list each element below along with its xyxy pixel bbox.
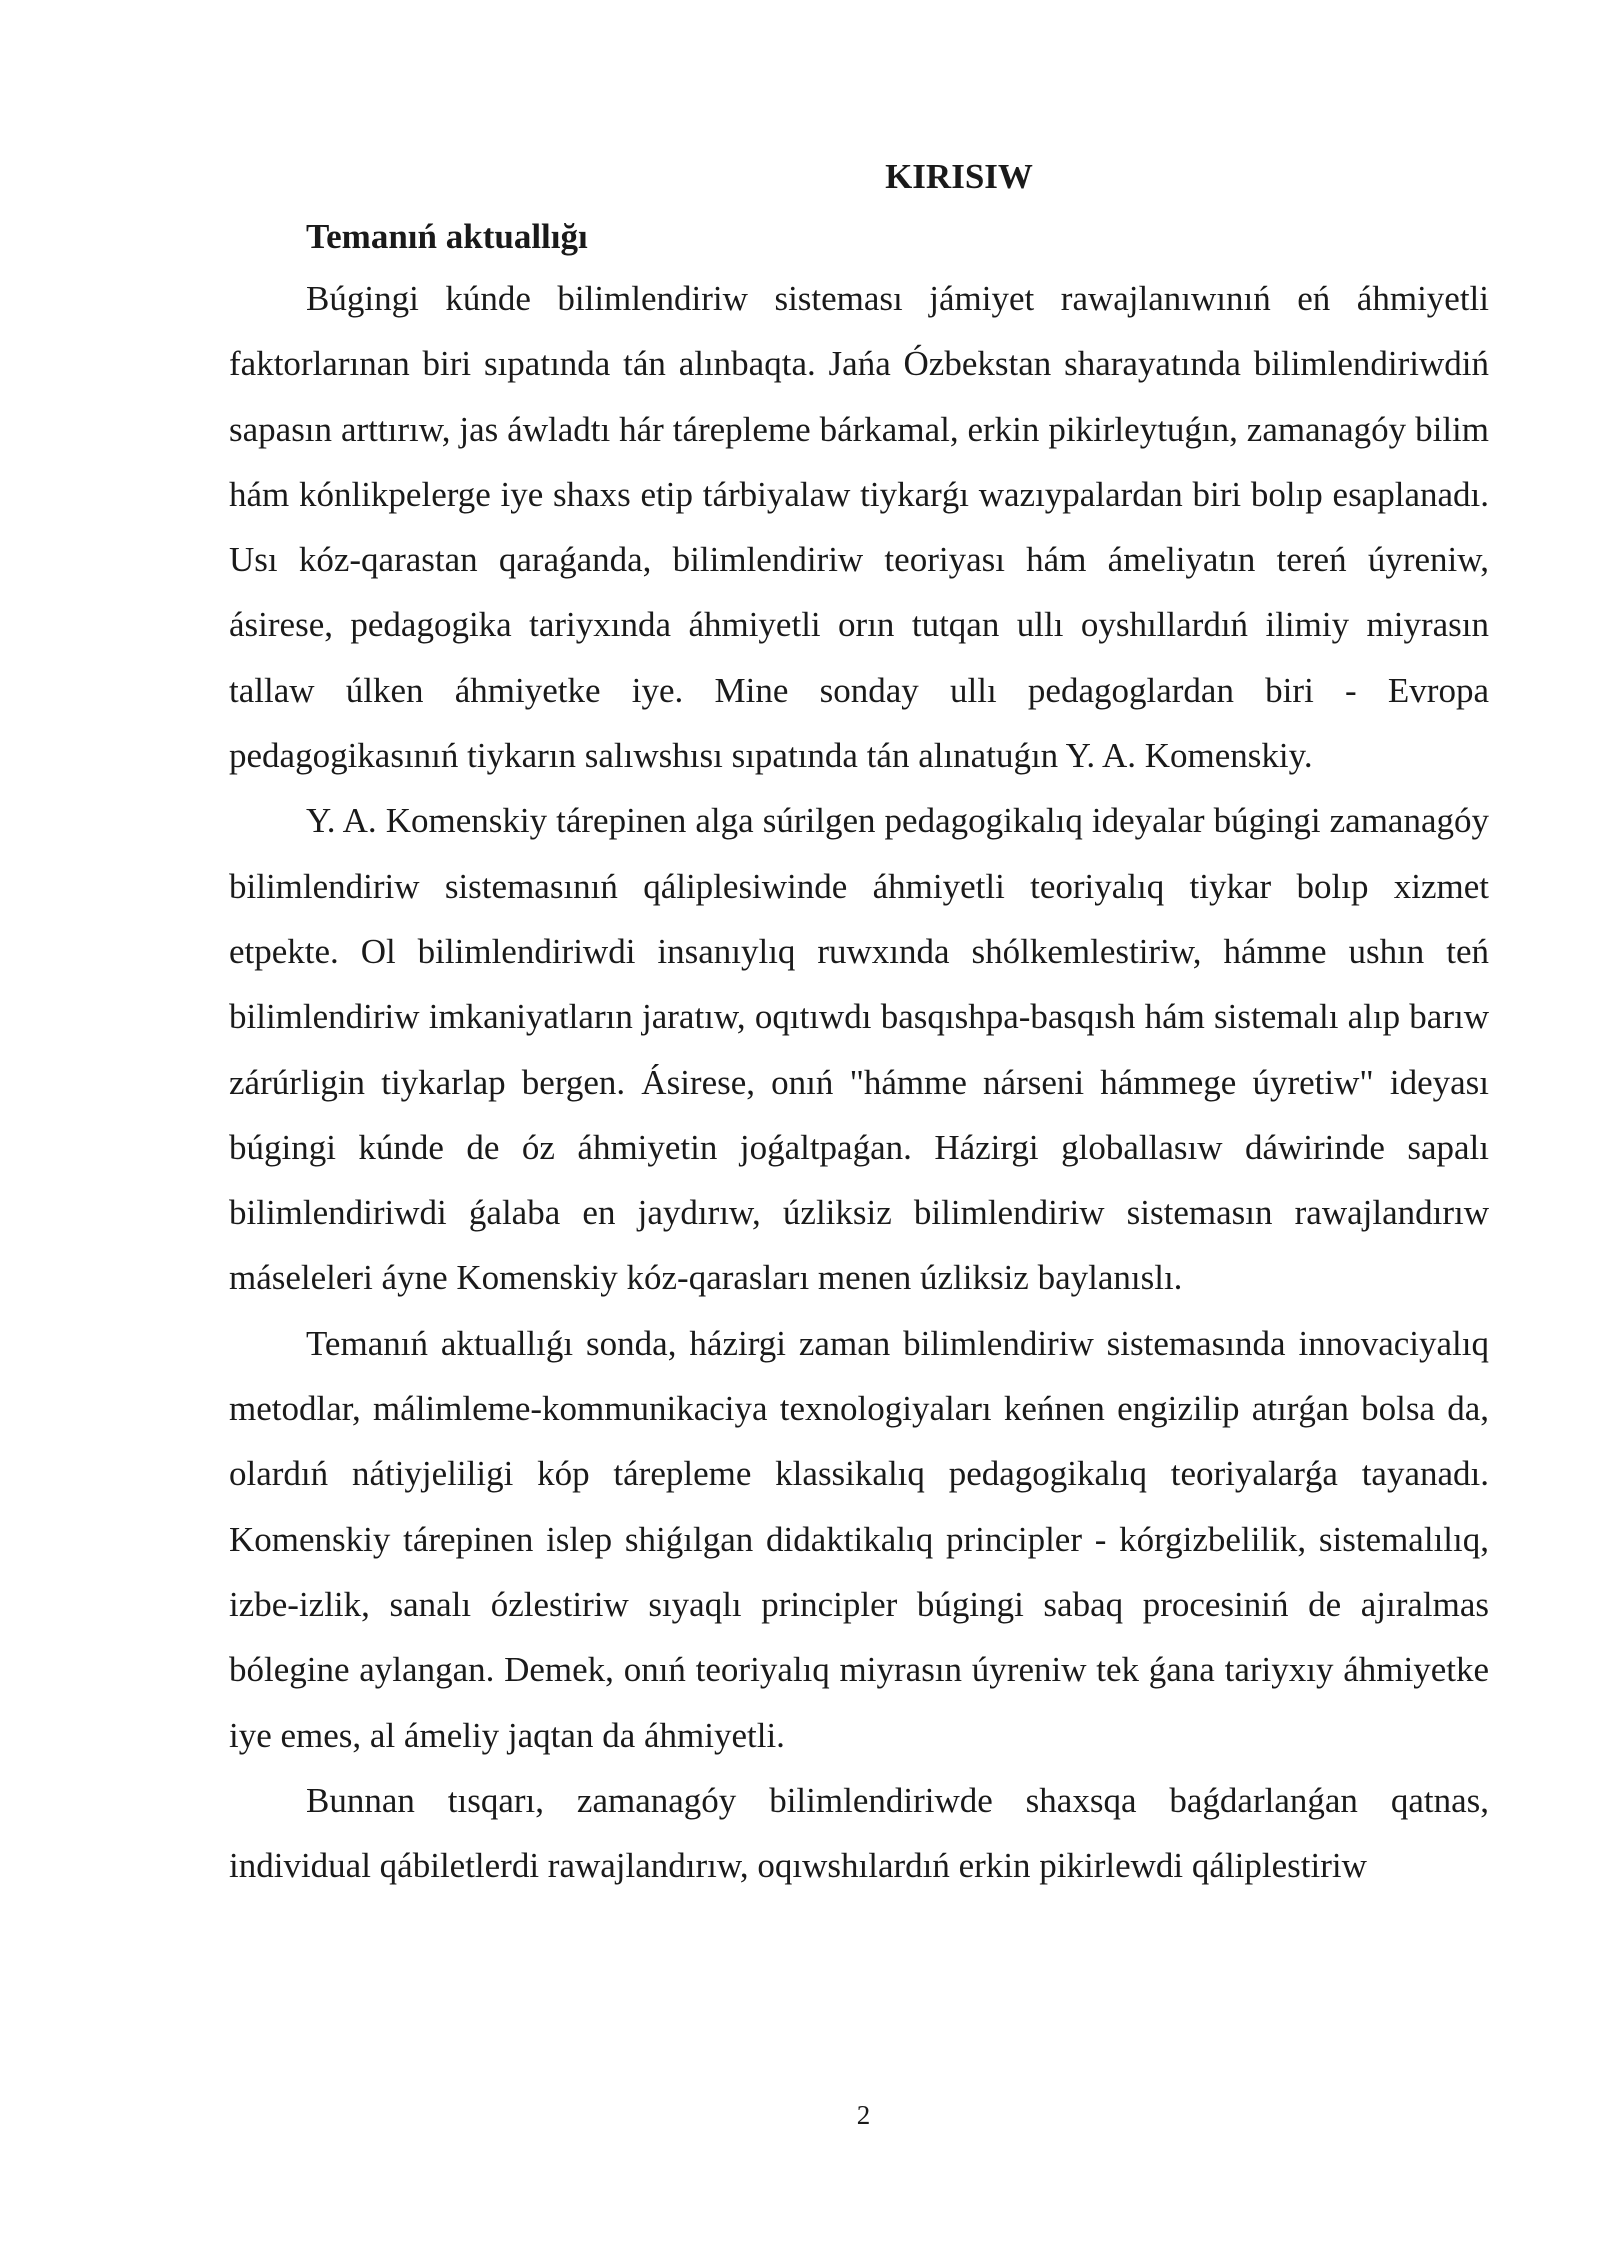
paragraph-2: Y. A. Komenskiy tárepinen alga súrilgen pedagogikalıq ideyalar búgingi zamanagóy bilimlendiriw sistemasınıń qáliplesiwinde áhmiyetli teoriyalıq tiykar bolıp xizmet etpekte. Ol bilimlendiriwdi insanıylıq ruwxında shólkemlestiriw, hámme ushın teń bilimlendiriw imkaniyatların jaratıw, oqıtıwdı basqıshpa-basqısh hám sistemalı alıp barıw zárúrligin tiykarlap bergen. Ásirese, onıń "hámme nárseni hámmege úyretiw" ideyası búgingi kúnde de óz áhmiyetin joǵaltpaǵan. Házirgi globallasıw dáwirinde sapalı bilimlendiriwdi ǵalaba en jaydırıw, úzliksiz bilimlendiriw sistemasın rawajlandırıw máseleleri áyne Komenskiy kóz-qarasları menen úzliksiz baylanıslı. [229, 801, 1489, 1298]
page-content [229, 148, 1489, 1898]
section-heading: Temanıń aktuallığı [306, 217, 588, 256]
paragraph-3: Temanıń aktuallıǵı sonda, házirgi zaman bilimlendiriw sistemasında innovaciyalıq metodlar, málimleme-kommunikaciya texnologiyaları keńnen engizilip atırǵan bolsa da, olardıń nátiyjeliligi kóp tárepleme klassikalıq pedagogikalıq teoriyalarǵa tayanadı. Komenskiy tárepinen islep shiǵılgan didaktikalıq principler - kórgizbelilik, sistemalılıq, izbe-izlik, sanalı ózlestiriw sıyaqlı principler búgingi sabaq procesiniń de ajıralmas bólegine aylangan. Demek, onıń teoriyalıq miyrasın úyreniw tek ǵana tariyxıy áhmiyetke iye emes, al ámeliy jaqtan da áhmiyetli. [229, 1323, 1489, 1755]
page-number: 2 [856, 2100, 871, 2130]
page-title: KIRISIW [885, 157, 1033, 196]
paragraph-1: Búgingi kúnde bilimlendiriw sisteması jámiyet rawajlanıwınıń eń áhmiyetli faktorlarınan biri sıpatında tán alınbaqta. Jańa Ózbekstan sharayatında bilimlendiriwdiń sapasın arttırıw, jas áwladtı hár tárepleme bárkamal, erkin pikirleytuǵın, zamanagóy bilim hám kónlikpelerge iye shaxs etip tárbiyalaw tiykarǵı wazıypalardan biri bolıp esaplanadı. Usı kóz-qarastan qaraǵanda, bilimlendiriw teoriyası hám ámeliyatın tereń úyreniw, ásirese, pedagogika tariyxında áhmiyetli orın tutqan ullı oyshıllardıń ilimiy miyrasın tallaw úlken áhmiyetke iye. Mine sonday ullı pedagoglardan biri - Evropa pedagogikasınıń tiykarın salıwshısı sıpatında tán alınatuǵın Y. A. Komenskiy. [229, 279, 1489, 776]
paragraph-4: Bunnan tısqarı, zamanagóy bilimlendiriwde shaxsqa baǵdarlanǵan qatnas, individual qábiletlerdi rawajlandırıw, oqıwshılardıń erkin pikirlewdi qáliplestiriw [229, 1780, 1489, 1886]
